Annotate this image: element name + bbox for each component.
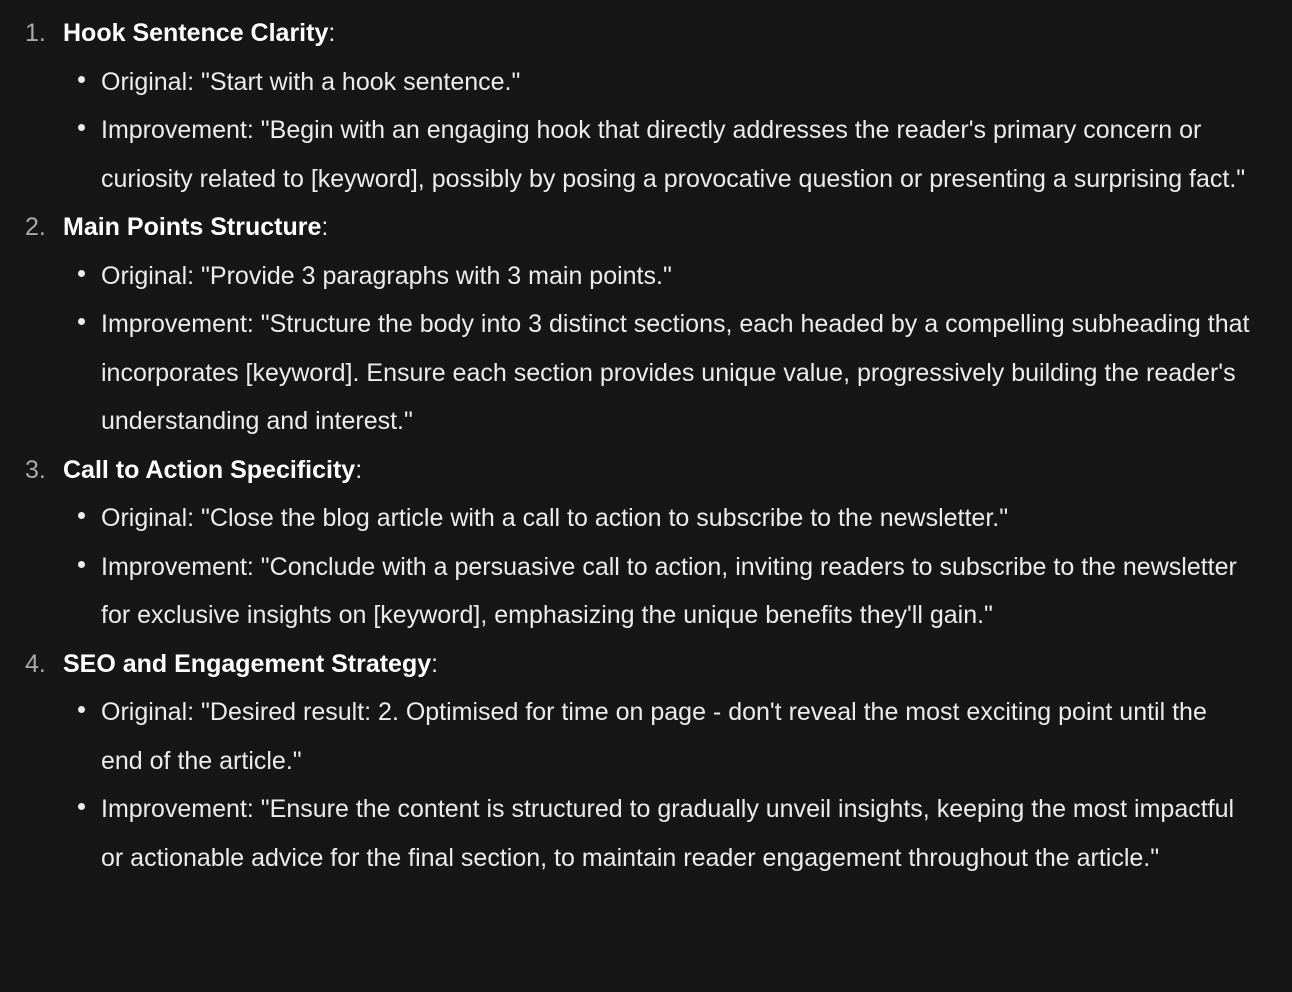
point-title: SEO and Engagement Strategy	[63, 649, 432, 678]
sub-list	[63, 494, 1252, 640]
heading-colon: :	[355, 455, 363, 484]
sub-item-label: Improvement:	[101, 116, 254, 144]
list-item	[0, 446, 1292, 640]
sub-item-label: Improvement:	[101, 795, 254, 823]
list-number: 4.	[25, 649, 46, 678]
sub-item-text: "Provide 3 paragraphs with 3 main points."	[201, 261, 672, 290]
point-heading	[63, 446, 1252, 495]
sub-item-improvement	[63, 543, 1252, 640]
list-item	[0, 640, 1292, 883]
sub-item-improvement	[63, 785, 1252, 882]
sub-item-label: Original:	[101, 261, 195, 290]
point-title: Call to Action Specificity	[63, 455, 356, 484]
sub-item-label: Original:	[101, 504, 195, 532]
sub-list	[63, 252, 1252, 446]
list-number: 2.	[25, 213, 46, 241]
point-heading	[63, 203, 1252, 252]
heading-colon: :	[328, 19, 336, 47]
point-heading	[63, 640, 1252, 689]
list-number: 3.	[25, 455, 46, 484]
sub-item-label: Improvement:	[101, 552, 254, 581]
sub-list	[63, 688, 1252, 882]
sub-item-label: Original:	[101, 67, 195, 96]
suggestions-list	[0, 9, 1292, 882]
sub-item-original	[63, 252, 1252, 301]
sub-item-original	[63, 494, 1252, 543]
sub-item-improvement	[63, 106, 1252, 203]
sub-item-text: "Begin with an engaging hook that directly addresses the reader's primary concern or curiosity related to [keyword], possibly by posing a provocative question or presenting a surprising fact."	[101, 116, 1246, 193]
list-item	[0, 9, 1292, 203]
sub-item-text: "Start with a hook sentence."	[201, 67, 521, 96]
sub-list	[63, 58, 1252, 204]
sub-item-original	[63, 688, 1252, 785]
sub-item-text: "Conclude with a persuasive call to action, inviting readers to subscribe to the newsletter for exclusive insights on [keyword], emphasizing the unique benefits they'll gain."	[101, 552, 1237, 629]
sub-item-label: Improvement:	[101, 310, 254, 338]
list-number: 1.	[25, 19, 46, 47]
point-title: Hook Sentence Clarity	[63, 19, 329, 47]
point-title: Main Points Structure	[63, 213, 322, 241]
point-heading	[63, 9, 1252, 58]
sub-item-improvement	[63, 300, 1252, 446]
list-item	[0, 203, 1292, 446]
sub-item-text: "Structure the body into 3 distinct sections, each headed by a compelling subheading that incorporates [keyword]. Ensure each section provides unique value, progressively building the reader's understanding and interest."	[101, 310, 1250, 435]
sub-item-text: "Ensure the content is structured to gradually unveil insights, keeping the most impactful or actionable advice for the final section, to maintain reader engagement throughout the article."	[101, 795, 1235, 872]
sub-item-text: "Desired result: 2. Optimised for time on page - don't reveal the most exciting point until the end of the article."	[101, 698, 1207, 775]
heading-colon: :	[431, 649, 439, 678]
sub-item-label: Original:	[101, 698, 195, 726]
heading-colon: :	[321, 213, 329, 241]
sub-item-text: "Close the blog article with a call to action to subscribe to the newsletter."	[201, 504, 1009, 532]
sub-item-original	[63, 58, 1252, 107]
